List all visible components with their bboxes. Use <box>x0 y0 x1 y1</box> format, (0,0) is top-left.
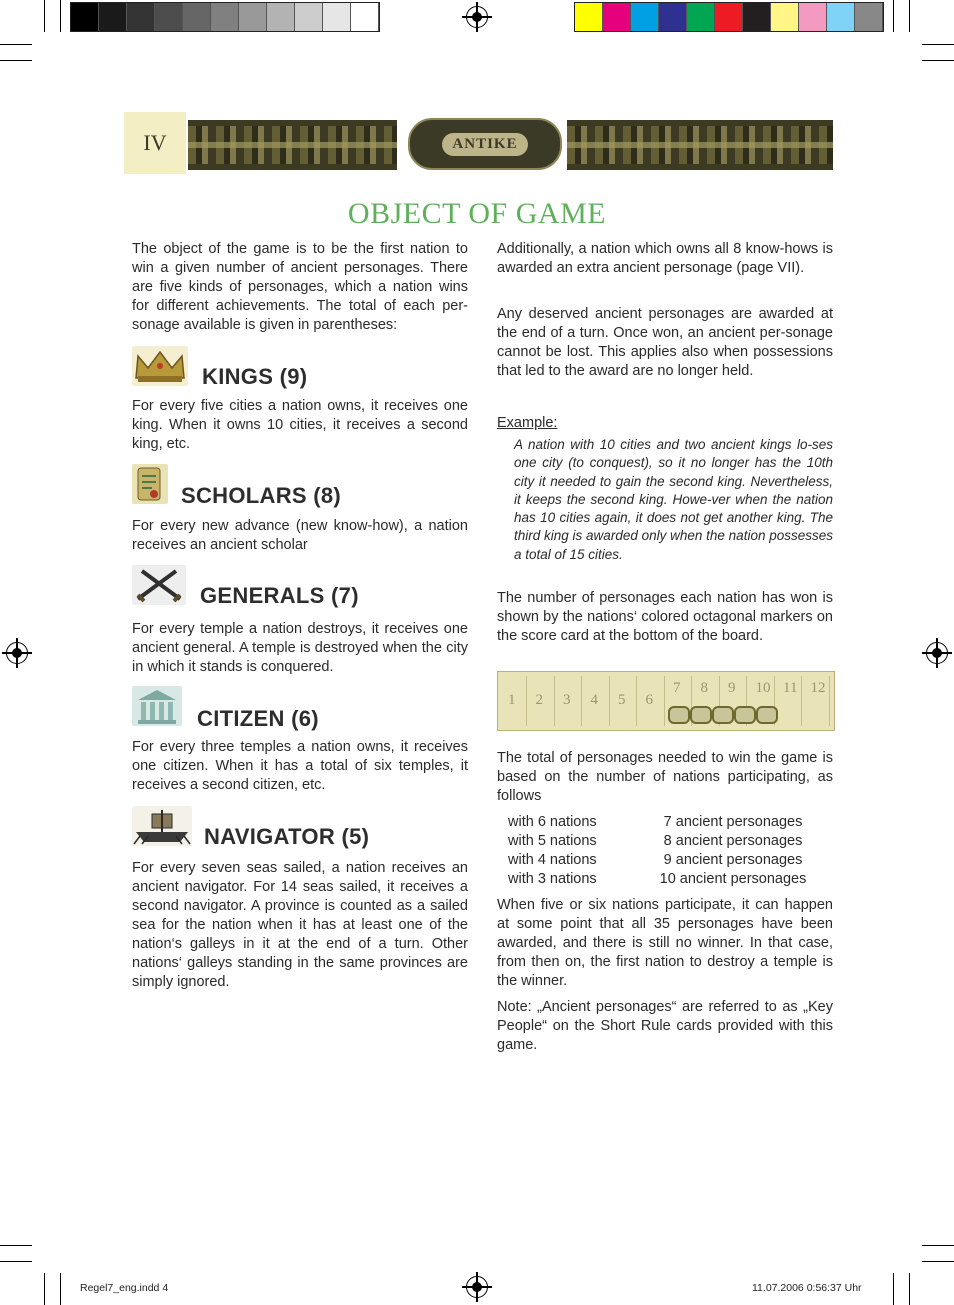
crop-mark <box>909 1273 910 1305</box>
gray-swatch <box>267 3 295 31</box>
gray-swatch <box>323 3 351 31</box>
navigator-heading: NAVIGATOR (5) <box>204 824 370 849</box>
score-card-image <box>497 671 835 731</box>
crossed-swords-icon <box>132 565 186 605</box>
octagonal-marker-icon <box>712 706 734 724</box>
navigator-text: For every seven seas sailed, a nation receives an ancient navigator. For 14 seas sailed, it receives a second navigator. A province is counted as a sailed sea for the nation when it has at least one of the nation‘s galleys in it at the end of a turn. Other nations‘ galleys standing in the same provinces are simply ignored. <box>132 860 468 990</box>
registration-mark-icon <box>466 1276 488 1298</box>
score-number: 12 <box>810 680 826 696</box>
color-swatch <box>659 3 687 31</box>
award-paragraph: Any deserved ancient personages are awarded at the end of a turn. Once won, an ancient per-sonage cannot be lost. This applies also when possessions that led to the award are no longer held. <box>497 306 833 379</box>
score-number: 5 <box>618 692 626 708</box>
score-cell <box>502 676 527 726</box>
footer-timestamp: 11.07.2006 0:56:37 Uhr <box>752 1282 862 1294</box>
table-row <box>508 870 828 889</box>
crop-mark <box>922 1245 954 1246</box>
score-number: 3 <box>563 692 571 708</box>
gray-swatch <box>183 3 211 31</box>
decorative-frieze <box>567 120 833 170</box>
color-swatch <box>855 3 883 31</box>
color-swatch <box>603 3 631 31</box>
note-paragraph: Note: „Ancient personages“ are referred to as „Key People“ on the Short Rule cards provided with this game. <box>497 999 833 1053</box>
registration-mark-icon <box>926 642 948 664</box>
registration-mark-icon <box>6 642 28 664</box>
personages-cell: 7 ancient personages <box>663 814 803 830</box>
score-number: 6 <box>645 692 653 708</box>
gray-swatch <box>295 3 323 31</box>
color-swatch <box>771 3 799 31</box>
score-cell <box>585 676 610 726</box>
nations-cell: with 3 nations <box>508 871 597 887</box>
crown-icon <box>132 346 188 386</box>
win-total-paragraph: The total of personages needed to win the game is based on the number of nations participating, as follows <box>497 750 833 804</box>
kings-heading: KINGS (9) <box>202 364 308 389</box>
gray-swatch <box>127 3 155 31</box>
table-row <box>508 851 828 870</box>
score-cell <box>640 676 665 726</box>
score-number: 2 <box>535 692 543 708</box>
know-how-paragraph: Additionally, a nation which owns all 8 know-hows is awarded an extra ancient personage (page VII). <box>497 241 833 276</box>
color-swatch <box>687 3 715 31</box>
personages-cell: 9 ancient personages <box>663 852 803 868</box>
example-label: Example: <box>497 415 558 431</box>
crop-mark <box>44 0 45 32</box>
citizen-text: For every three temples a nation owns, it receives one citizen. When it has a total of six temples, it receives a second citizen, etc. <box>132 739 468 793</box>
color-swatch <box>715 3 743 31</box>
octagonal-marker-icon <box>756 706 778 724</box>
color-swatch <box>743 3 771 31</box>
score-cell <box>612 676 637 726</box>
crop-mark <box>0 1261 32 1262</box>
score-number: 9 <box>728 680 736 696</box>
footer-filename: Regel7_eng.indd 4 <box>80 1282 169 1294</box>
no-winner-paragraph: When five or six nations participate, it can happen at some point that all 35 personages have been awarded, and there is still no winner. In that case, from then on, the first nation to destroy a temple is the winner. <box>497 897 833 989</box>
gray-swatch <box>351 3 379 31</box>
crop-mark <box>893 1273 894 1305</box>
score-number: 10 <box>755 680 771 696</box>
color-swatch <box>631 3 659 31</box>
kings-text: For every five cities a nation owns, it receives one king. When it owns 10 cities, it receives a second king, etc. <box>132 398 468 452</box>
table-row <box>508 832 828 851</box>
nations-cell: with 5 nations <box>508 833 597 849</box>
score-cell <box>777 676 802 726</box>
score-number: 8 <box>700 680 708 696</box>
page-number: IV <box>124 112 186 174</box>
table-row <box>508 813 828 832</box>
score-cell <box>805 676 830 726</box>
personages-table <box>508 813 828 889</box>
color-calibration-bar <box>574 2 884 32</box>
intro-paragraph: The object of the game is to be the first nation to win a given number of ancient personages. There are five kinds of personages, which a nation wins for different achievements. The total of each per-sonage available is given in parentheses: <box>132 241 468 333</box>
grayscale-calibration-bar <box>70 2 380 32</box>
crop-mark <box>922 44 954 45</box>
generals-heading: GENERALS (7) <box>200 583 359 608</box>
markers-paragraph: The number of personages each nation has won is shown by the nations‘ colored octagonal markers on the score card at the bottom of the board. <box>497 590 833 644</box>
color-swatch <box>575 3 603 31</box>
page-title: OBJECT OF GAME <box>347 197 607 230</box>
gray-swatch <box>71 3 99 31</box>
octagonal-marker-icon <box>690 706 712 724</box>
galley-icon <box>132 806 192 846</box>
octagonal-marker-icon <box>734 706 756 724</box>
gray-swatch <box>211 3 239 31</box>
temple-icon <box>132 686 182 726</box>
crop-mark <box>922 1261 954 1262</box>
octagonal-marker-icon <box>668 706 690 724</box>
score-number: 4 <box>590 692 598 708</box>
nations-cell: with 6 nations <box>508 814 597 830</box>
scholars-text: For every new advance (new know-how), a nation receives an ancient scholar <box>132 518 468 553</box>
crop-mark <box>60 0 61 32</box>
decorative-frieze <box>188 120 397 170</box>
color-swatch <box>827 3 855 31</box>
crop-mark <box>0 44 32 45</box>
score-number: 1 <box>508 692 516 708</box>
scholars-heading: SCHOLARS (8) <box>181 483 342 508</box>
gray-swatch <box>239 3 267 31</box>
scroll-icon <box>132 464 168 504</box>
citizen-heading: CITIZEN (6) <box>197 706 319 731</box>
registration-mark-icon <box>466 6 488 28</box>
crop-mark <box>893 0 894 32</box>
score-cell <box>557 676 582 726</box>
gray-swatch <box>99 3 127 31</box>
example-text: A nation with 10 cities and two ancient kings lo-ses one city (to conquest), so it no longer has the 10th city it needed to gain the second king. Nevertheless, it keeps the second king. Howe-ver when the nation has 10 cities again, it does not get another king. The third king is awarded only when the nation possesses a total of 15 cities. <box>514 437 833 562</box>
crop-mark <box>0 60 32 61</box>
logo-text: ANTIKE <box>442 133 527 156</box>
crop-mark <box>60 1273 61 1305</box>
score-number: 11 <box>783 680 798 696</box>
personages-cell: 10 ancient personages <box>659 871 807 887</box>
crop-mark <box>44 1273 45 1305</box>
antike-logo <box>408 118 562 170</box>
gray-swatch <box>155 3 183 31</box>
crop-mark <box>922 60 954 61</box>
score-cell <box>530 676 555 726</box>
personages-cell: 8 ancient personages <box>663 833 803 849</box>
nations-cell: with 4 nations <box>508 852 597 868</box>
score-number: 7 <box>673 680 681 696</box>
crop-mark <box>0 1245 32 1246</box>
color-swatch <box>799 3 827 31</box>
generals-text: For every temple a nation destroys, it receives one ancient general. A temple is destroyed when the city in which it stands is conquered. <box>132 621 468 675</box>
crop-mark <box>909 0 910 32</box>
